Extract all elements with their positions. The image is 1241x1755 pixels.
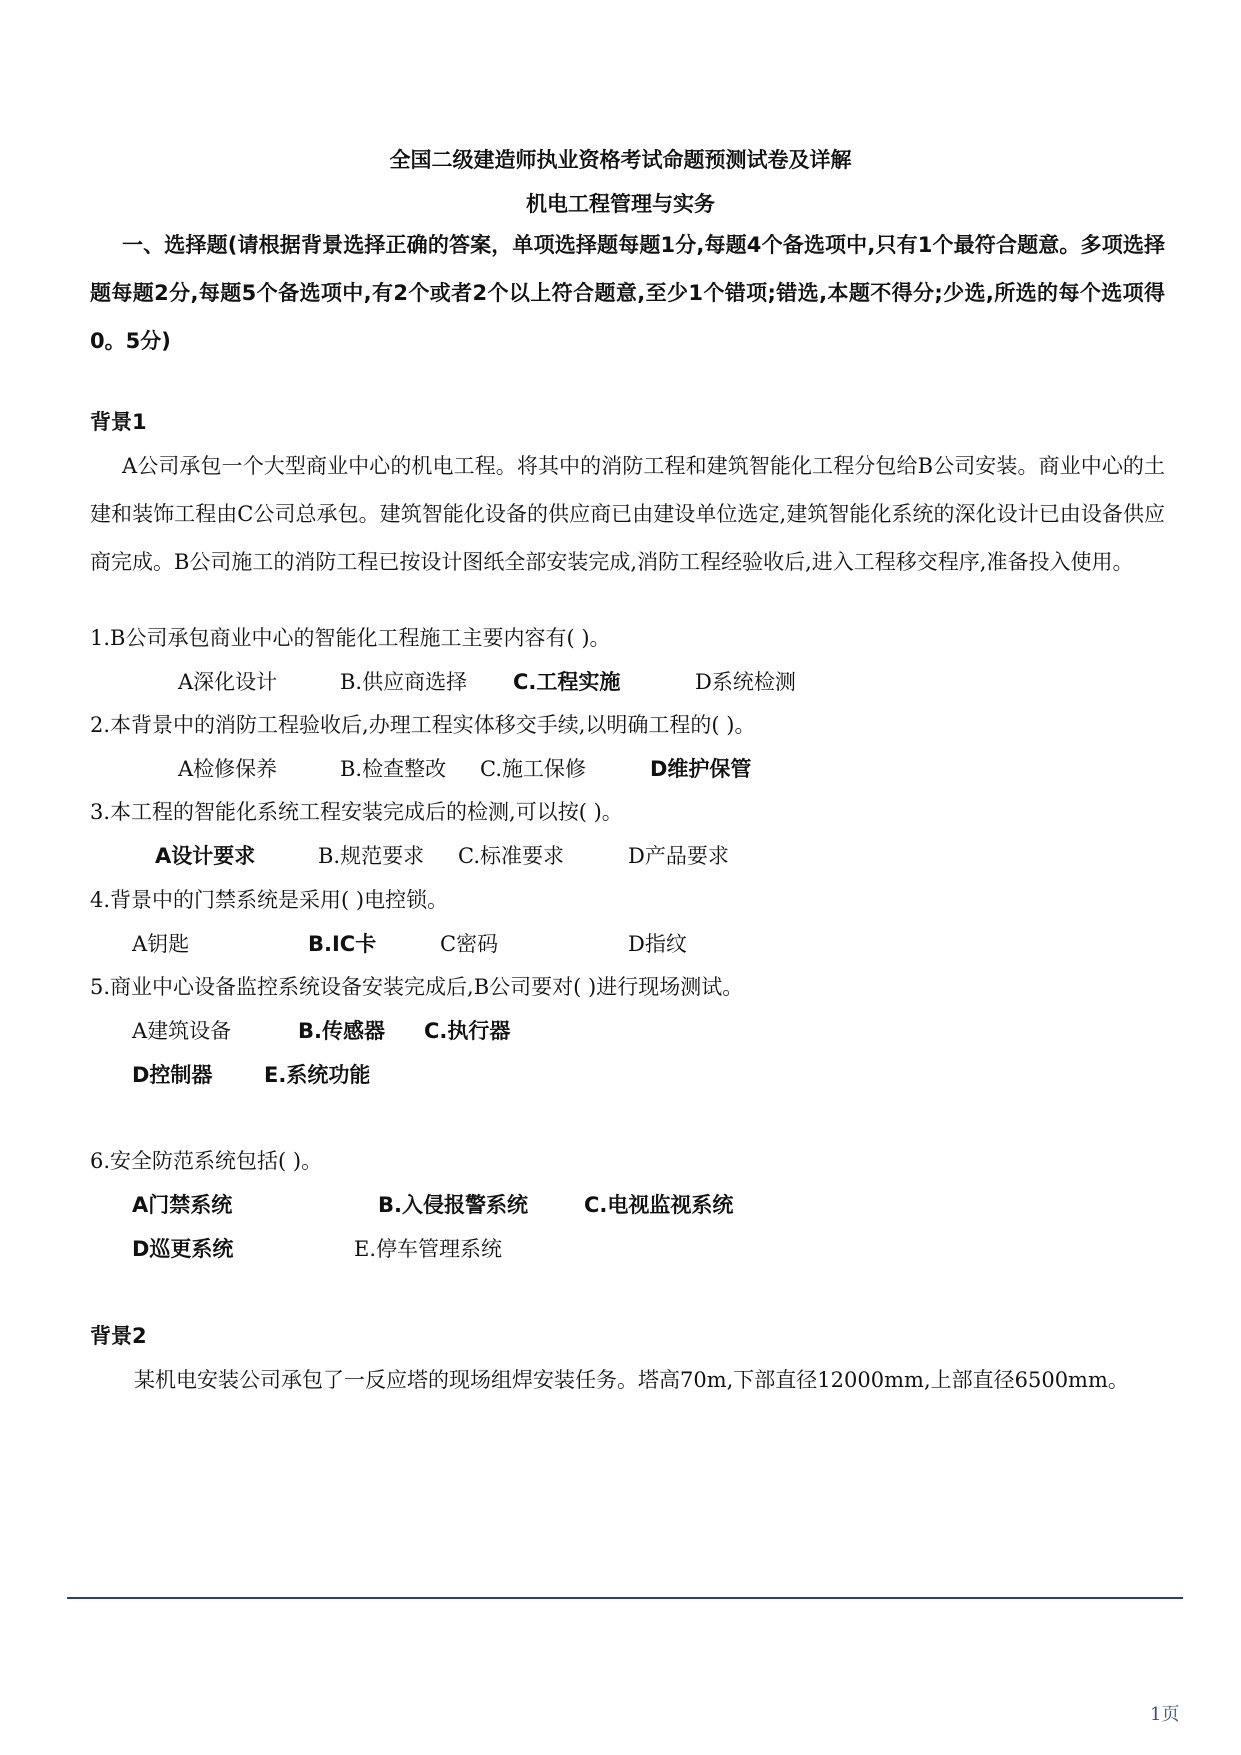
background-2-label: 背景2 — [90, 1324, 147, 1348]
question-2-stem: 2.本背景中的消防工程验收后,办理工程实体移交手续,以明确工程的( )。 — [90, 713, 756, 737]
question-4-option-a: A钥匙 — [132, 932, 190, 956]
question-3-option-a: A设计要求 — [155, 844, 256, 868]
question-3-stem: 3.本工程的智能化系统工程安装完成后的检测,可以按( )。 — [90, 800, 623, 824]
page-subtitle: 机电工程管理与实务 — [526, 192, 715, 216]
question-6-option-d: D巡更系统 — [132, 1237, 234, 1261]
question-2-option-d: D维护保管 — [650, 757, 752, 781]
question-3-option-d: D产品要求 — [628, 844, 729, 868]
background-1-label: 背景1 — [90, 410, 147, 434]
background-2-text: 某机电安装公司承包了一反应塔的现场组焊安装任务。塔高70m,下部直径12000mm,上部直径6500mm。 — [134, 1368, 1129, 1392]
question-3-option-b: B.规范要求 — [318, 844, 425, 868]
question-4-option-c: C密码 — [440, 932, 499, 956]
question-6-option-c: C.电视监视系统 — [584, 1193, 734, 1217]
question-4-option-d: D指纹 — [628, 932, 687, 956]
question-2-option-a: A检修保养 — [178, 757, 278, 781]
question-5-option-a: A建筑设备 — [132, 1019, 232, 1043]
question-2-option-b: B.检查整改 — [340, 757, 447, 781]
page-number: 1页 — [1150, 1704, 1180, 1725]
question-3-option-c: C.标准要求 — [458, 844, 564, 868]
question-1-option-b: B.供应商选择 — [340, 670, 468, 694]
question-5-option-b: B.传感器 — [298, 1019, 385, 1043]
question-1-option-d: D系统检测 — [695, 670, 796, 694]
question-6-option-e: E.停车管理系统 — [354, 1237, 503, 1261]
question-1-stem: 1.B公司承包商业中心的智能化工程施工主要内容有( )。 — [90, 626, 611, 650]
question-4-option-b: B.IC卡 — [308, 932, 377, 956]
question-5-option-e: E.系统功能 — [264, 1063, 371, 1087]
question-6-option-a: A门禁系统 — [132, 1193, 233, 1217]
question-1-option-c: C.工程实施 — [513, 670, 621, 694]
section-heading: 一、选择题(请根据背景选择正确的答案，单项选择题每题1分,每题4个备选项中,只有1个最符合题意。多项选择题每题2分,每题5个备选项中,有2个或者2个以上符合题意,至少1个错项;错选,本题不得分;少选,所选的每个选项得0。5分) — [90, 233, 1165, 353]
question-5-option-c: C.执行器 — [424, 1019, 511, 1043]
question-5-option-d: D控制器 — [132, 1063, 213, 1087]
page-title: 全国二级建造师执业资格考试命题预测试卷及详解 — [389, 148, 852, 172]
question-2-option-c: C.施工保修 — [480, 757, 586, 781]
question-1-option-a: A深化设计 — [178, 670, 278, 694]
question-6-option-b: B.入侵报警系统 — [378, 1193, 528, 1217]
background-1-text: A公司承包一个大型商业中心的机电工程。将其中的消防工程和建筑智能化工程分包给B公司安装。商业中心的土建和装饰工程由C公司总承包。建筑智能化设备的供应商已由建设单位选定,建筑智能化系统的深化设计已由设备供应商完成。B公司施工的消防工程已按设计图纸全部安装完成,消防工程经验收后,进入工程移交程序,准备投入使用。 — [90, 454, 1165, 574]
question-4-stem: 4.背景中的门禁系统是采用( )电控锁。 — [90, 888, 449, 912]
footer-divider — [67, 1597, 1183, 1599]
question-6-stem: 6.安全防范系统包括( )。 — [90, 1149, 323, 1173]
question-5-stem: 5.商业中心设备监控系统设备安装完成后,B公司要对( )进行现场测试。 — [90, 975, 744, 999]
